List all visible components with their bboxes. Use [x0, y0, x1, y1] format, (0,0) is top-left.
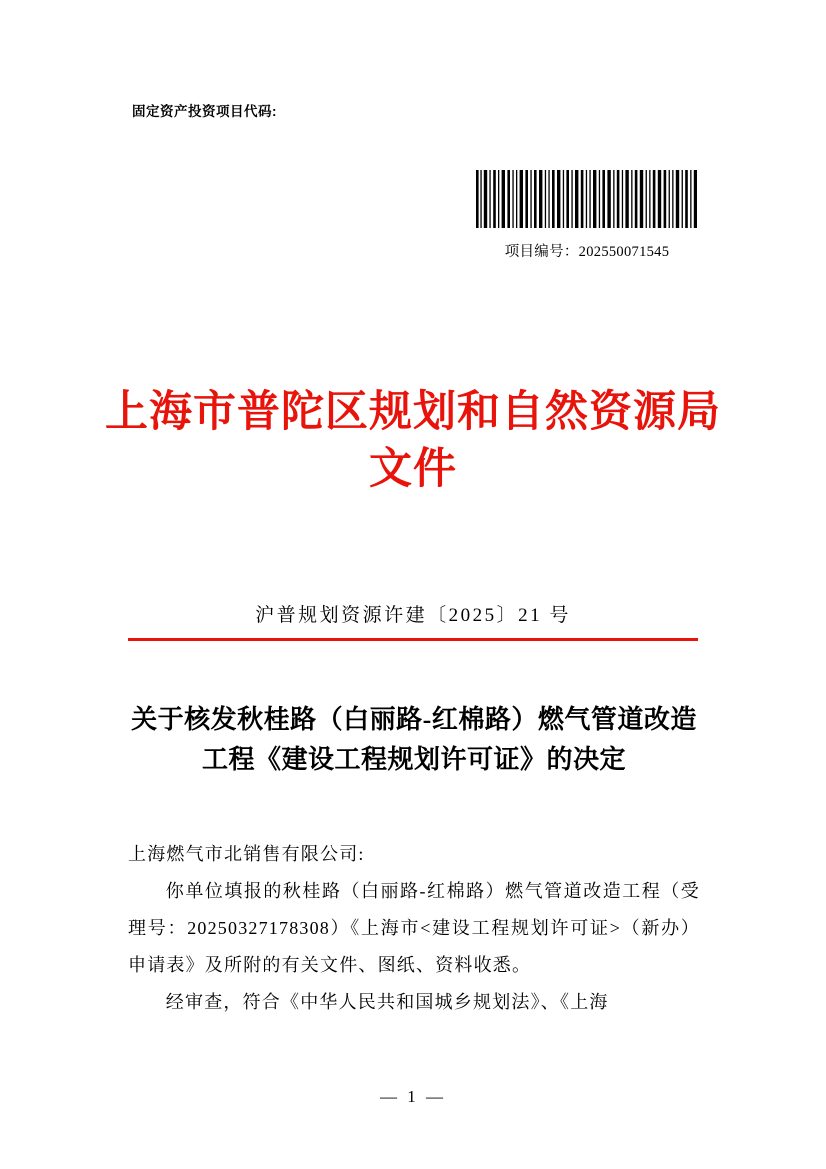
document-body	[128, 836, 700, 1020]
masthead-line-2: 文件	[369, 445, 457, 493]
project-number-label: 项目编号：202550071545	[504, 244, 670, 260]
masthead	[0, 385, 826, 499]
barcode-icon	[476, 170, 698, 228]
body-paragraph-1: 你单位填报的秋桂路（白丽路-红棉路）燃气管道改造工程（受理号：20250327178308）《上海市<建设工程规划许可证>（新办）申请表》及所附的有关文件、图纸、资料收悉。	[128, 880, 700, 975]
barcode-block	[476, 170, 698, 261]
document-number: 沪普规划资源许建〔2025〕21 号	[255, 605, 571, 626]
asset-investment-code-label: 固定资产投资项目代码:	[132, 104, 277, 119]
body-paragraph-2: 经审查，符合《中华人民共和国城乡规划法》、《上海	[165, 991, 609, 1012]
page-number: — 1 —	[380, 1087, 446, 1106]
masthead-line-1: 上海市普陀区规划和自然资源局	[105, 389, 721, 436]
body-addressee: 上海燃气市北销售有限公司:	[128, 844, 365, 864]
page-title: 关于核发秋桂路（白丽路-红棉路）燃气管道改造工程《建设工程规划许可证》的决定	[131, 705, 697, 775]
red-separator-rule	[128, 638, 698, 641]
